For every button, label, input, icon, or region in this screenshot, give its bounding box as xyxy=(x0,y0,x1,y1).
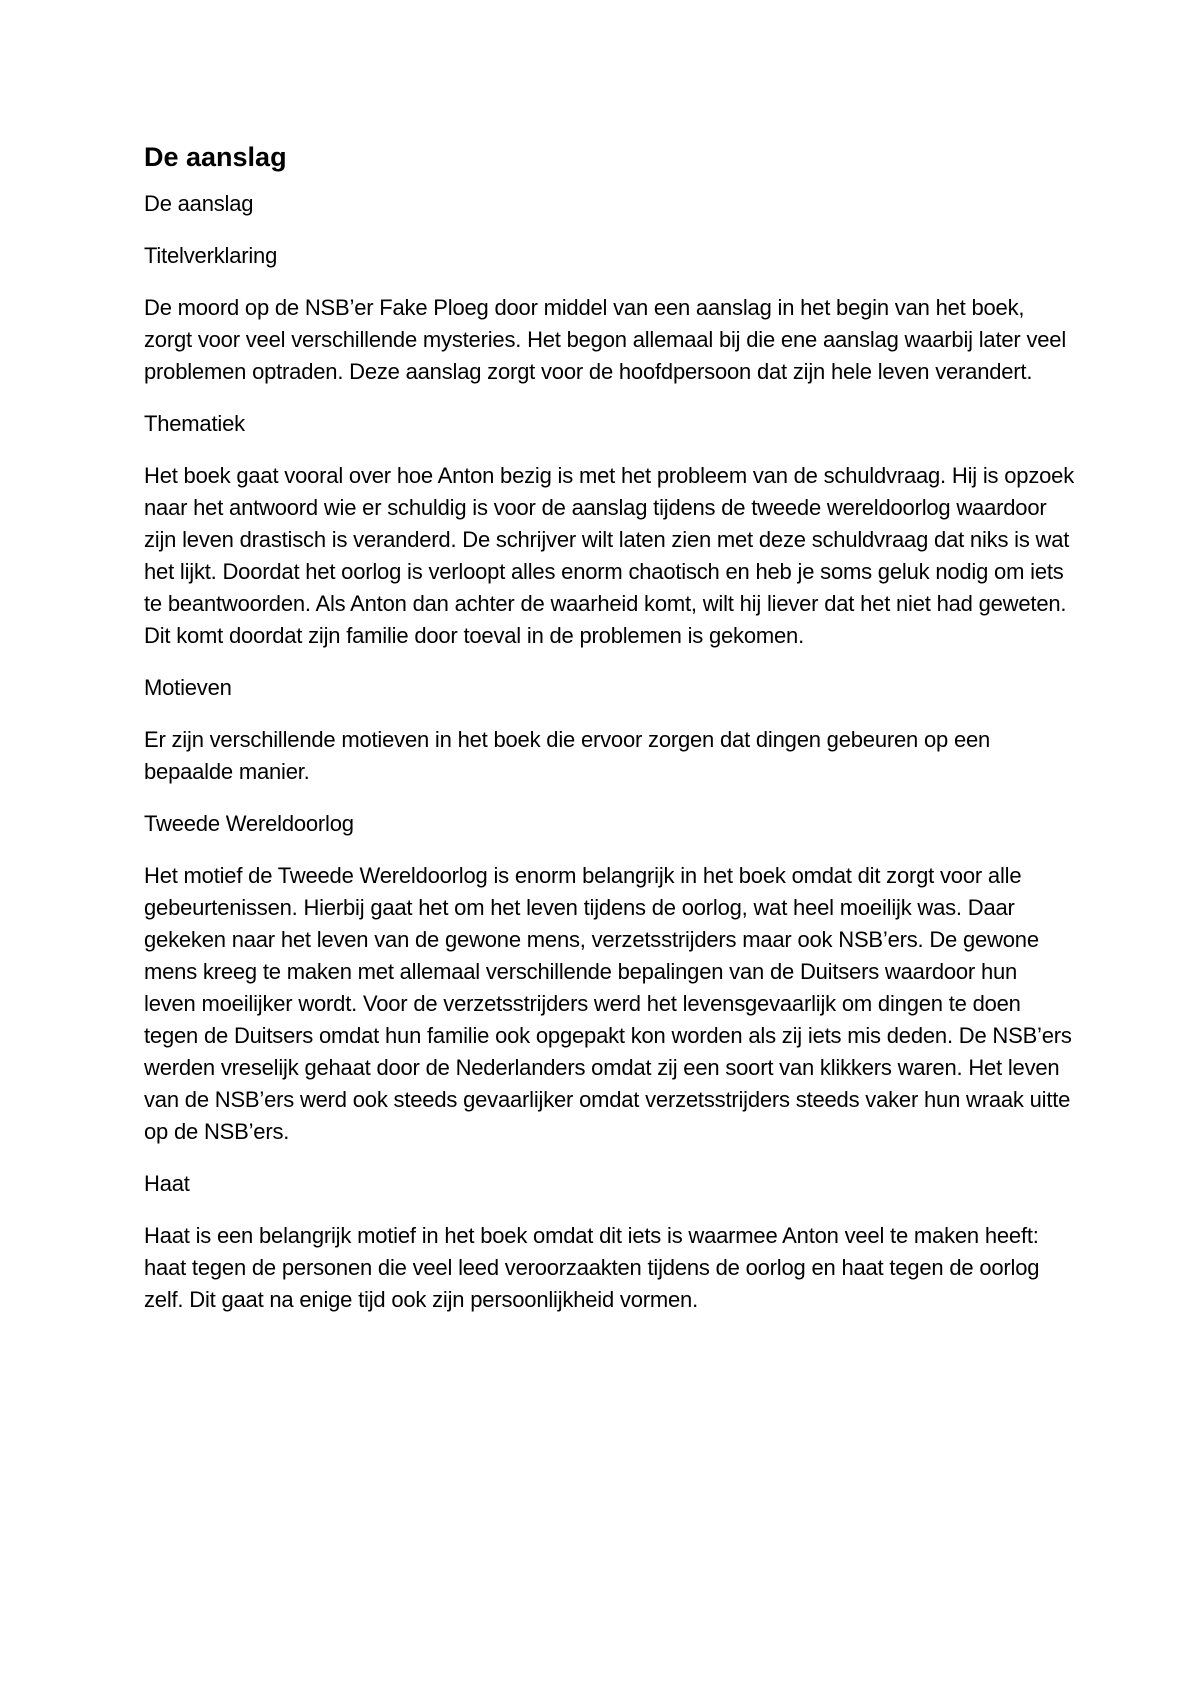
section-heading-haat: Haat xyxy=(144,1171,190,1196)
section-heading-titelverklaring: Titelverklaring xyxy=(144,243,278,268)
paragraph-titelverklaring: De moord op de NSB’er Fake Ploeg door middel van een aanslag in het begin van het boek, zorgt voor veel verschillende mysteries. Het begon allemaal bij die ene aanslag waarbij later veel problemen optraden. Deze aanslag zorgt voor de hoofdpersoon dat zijn hele leven verandert. xyxy=(144,295,1067,384)
section-heading-motieven: Motieven xyxy=(144,675,232,700)
section-heading-tweede-wereldoorlog: Tweede Wereldoorlog xyxy=(144,811,354,836)
paragraph-tweede-wereldoorlog: Het motief de Tweede Wereldoorlog is enorm belangrijk in het boek omdat dit zorgt voor alle gebeurtenissen. Hierbij gaat het om het leven tijdens de oorlog, wat heel moeilijk was. Daar gekeken naar het leven van de gewone mens, verzetsstrijders maar ook NSB’ers. De gewone mens kreeg te maken met allemaal verschillende bepalingen van de Duitsers waardoor hun leven moeilijker wordt. Voor de verzetsstrijders werd het levensgevaarlijk om dingen te doen tegen de Duitsers omdat hun familie ook opgepakt kon worden als zij iets mis deden. De NSB’ers werden vreselijk gehaat door de Nederlanders omdat zij een soort van klikkers waren. Het leven van de NSB’ers werd ook steeds gevaarlijker omdat verzetsstrijders steeds vaker hun wraak uitte op de NSB’ers. xyxy=(144,863,1072,1144)
section-heading-thematiek: Thematiek xyxy=(144,411,245,436)
subtitle: De aanslag xyxy=(144,191,254,216)
paragraph-thematiek: Het boek gaat vooral over hoe Anton bezig is met het probleem van de schuldvraag. Hij is opzoek naar het antwoord wie er schuldig is voor de aanslag tijdens de tweede wereldoorlog waardoor zijn leven drastisch is veranderd. De schrijver wilt laten zien met deze schuldvraag dat niks is wat het lijkt. Doordat het oorlog is verloopt alles enorm chaotisch en heb je soms geluk nodig om iets te beantwoorden. Als Anton dan achter de waarheid komt, wilt hij liever dat het niet had geweten. Dit komt doordat zijn familie door toeval in de problemen is gekomen. xyxy=(144,463,1074,648)
paragraph-motieven: Er zijn verschillende motieven in het boek die ervoor zorgen dat dingen gebeuren op een bepaalde manier. xyxy=(144,727,991,784)
paragraph-haat: Haat is een belangrijk motief in het boek omdat dit iets is waarmee Anton veel te maken heeft: haat tegen de personen die veel leed veroorzaakten tijdens de oorlog en haat tegen de oorlog zelf. Dit gaat na enige tijd ook zijn persoonlijkheid vormen. xyxy=(144,1223,1040,1312)
document-page xyxy=(144,140,1074,1336)
document-title: De aanslag xyxy=(144,142,287,172)
